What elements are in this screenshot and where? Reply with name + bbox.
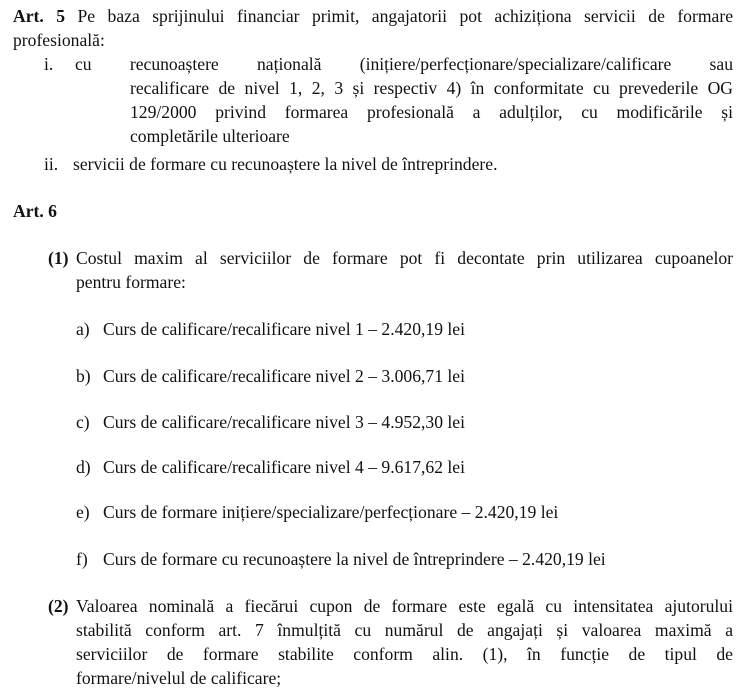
- art5-item-i-marker: i.: [44, 54, 54, 74]
- art5-item-i-line-3: 129/2000 privind formarea profesională a adulților, cu modificările și: [130, 102, 733, 122]
- art6-para2-marker: (2): [48, 596, 69, 616]
- art5-item-ii-line-1: servicii de formare cu recunoaștere la nivel de întreprindere.: [73, 154, 498, 174]
- art6-label: Art. 6: [13, 201, 57, 221]
- course-item-f-marker: f): [76, 549, 88, 569]
- course-item-d-text: Curs de calificare/recalificare nivel 4 – 9.617,62 lei: [103, 457, 465, 477]
- art5-item-i-line-2: recalificare de nivel 1, 2, 3 și respectiv 4) în conformitate cu prevederile OG: [130, 78, 733, 98]
- course-item-b-text: Curs de calificare/recalificare nivel 2 – 3.006,71 lei: [103, 366, 465, 386]
- course-item-e-text: Curs de formare inițiere/specializare/perfecționare – 2.420,19 lei: [103, 502, 559, 522]
- course-item-d-marker: d): [76, 457, 91, 477]
- art6-para2-line-4: formare/nivelul de calificare;: [76, 668, 282, 688]
- art5-intro-text: Pe baza sprijinului financiar primit, angajatorii pot achiziționa servicii de formare: [77, 6, 734, 26]
- art6-para1-marker: (1): [48, 248, 69, 268]
- art5-intro-line-1: [13, 4, 733, 28]
- art6-para1-line-2: pentru formare:: [76, 272, 186, 292]
- course-item-c-text: Curs de calificare/recalificare nivel 3 – 4.952,30 lei: [103, 412, 465, 432]
- art5-item-i-line-4: completările ulterioare: [130, 126, 290, 146]
- art6-para2-line-3: serviciilor de formare stabilite conform alin. (1), în funcție de tipul de: [76, 644, 733, 664]
- art5-label: Art. 5: [13, 6, 66, 26]
- course-item-b-marker: b): [76, 366, 91, 386]
- art5-item-i-line-1: cu recunoaștere națională (inițiere/perfecționare/specializare/calificare sau: [75, 54, 733, 74]
- art6-para1-line-1: Costul maxim al serviciilor de formare pot fi decontate prin utilizarea cupoanelor: [76, 248, 733, 268]
- art5-intro-line-2: profesională:: [13, 30, 105, 50]
- course-item-a-marker: a): [76, 319, 90, 339]
- art6-para2-line-2: stabilită conform art. 7 înmulțită cu numărul de angajați și valoarea maximă a: [76, 620, 733, 640]
- art6-para2-line-1: Valoarea nominală a fiecărui cupon de formare este egală cu intensitatea ajutorului: [76, 596, 733, 616]
- course-item-e-marker: e): [76, 502, 90, 522]
- art5-item-ii-marker: ii.: [44, 154, 59, 174]
- course-item-a-text: Curs de calificare/recalificare nivel 1 – 2.420,19 lei: [103, 319, 465, 339]
- course-item-c-marker: c): [76, 412, 90, 432]
- course-item-f-text: Curs de formare cu recunoaștere la nivel de întreprindere – 2.420,19 lei: [103, 549, 606, 569]
